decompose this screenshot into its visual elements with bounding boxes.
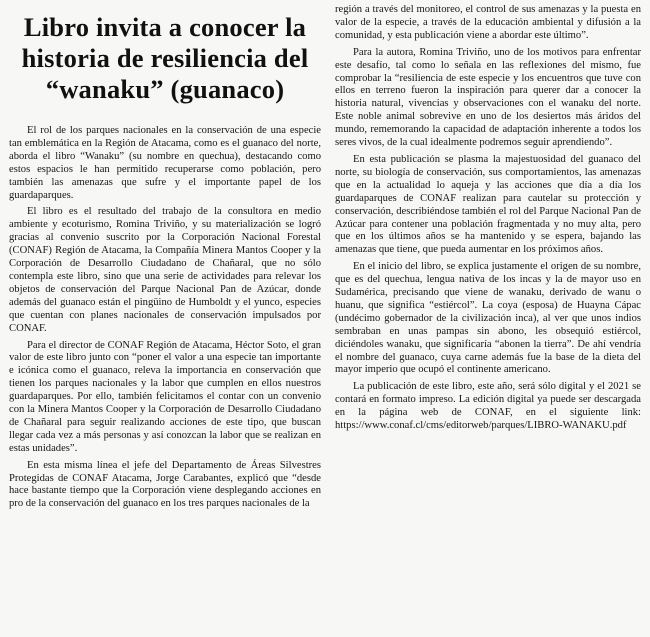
article-paragraph: Para la autora, Romina Triviño, uno de los motivos para enfrentar este desafío, tal como lo señala en las reflexiones del mismo, fue comprobar la “resiliencia de este especie y los encuentros que tuve con ellos en terreno fueron la inspiración para querer dar a conocer la historia natural, vivencias y observaciones con el wanaku del norte. Este noble animal sobrevive en uno de los desiertos más áridos del mundo, rememorando la capacidad de adaptación inherente a todos los seres vivos, de la cual idealmente podremos seguir aprendiendo”. bbox=[335, 46, 641, 149]
article-paragraph: En esta publicación se plasma la majestuosidad del guanaco del norte, su biología de conservación, sus comportamientos, las amenazas que en la actualidad lo aqueja y las acciones que día a día los guardaparques de CONAF realizan para cautelar su protección y conservación, describiéndose también el rol del Parque Nacional Pan de Azúcar para contener una población fragmentada y no muy alta, pero que en los últimos años se ha mantenido y se espera, bajando las amenazas que tiene, que pueda aumentar en los próximos años. bbox=[335, 153, 641, 256]
article-paragraph: El rol de los parques nacionales en la conservación de una especie tan emblemática en la Región de Atacama, como es el guanaco del norte, aborda el libro “Wanaku” (su nombre en quechua), destacando como estos espacios le han permitido recuperarse como población, pero también las amenazas que sufre y el importante papel de los guardaparques. bbox=[9, 125, 321, 201]
pdf-download-link[interactable]: https://www.conaf.cl/cms/editorweb/parques/LIBRO-WANAKU.pdf bbox=[335, 420, 627, 432]
article-paragraph-with-link bbox=[335, 381, 641, 433]
article-headline: Libro invita a conocer la historia de resiliencia del “wanaku” (guanaco) bbox=[21, 12, 309, 104]
article-paragraph: El libro es el resultado del trabajo de la consultora en medio ambiente y ecoturismo, Romina Triviño, y su materialización se logró gracias al convenio suscrito por la Corporación Nacional Forestal (CONAF) Región de Atacama, la Compañía Minera Mantos Cooper y la Corporación de Desarrollo Ciudadano de Chañaral, que no sólo contempla este libro, sino que una serie de actividades para relevar los objetos de conservación del Parque Nacional Pan de Azúcar, donde además del guanaco están el pingüino de Humboldt y el yunco, especies que cuentan con planes nacionales de conservación impulsados por CONAF. bbox=[9, 206, 321, 334]
article-paragraph: En esta misma línea el jefe del Departamento de Áreas Silvestres Protegidas de CONAF Atacama, Jorge Carabantes, explicó que “desde hace bastante tiempo que la Corporación viene desplegando acciones en pro de la conservación del guanaco en los tres parques nacionales de la bbox=[9, 459, 321, 510]
article-paragraph-text: La publicación de este libro, este año, será sólo digital y el 2021 se contará en formato impreso. La edición digital ya puede ser descargada en la página web de CONAF, en el siguiente link: bbox=[335, 381, 641, 419]
right-column bbox=[335, 4, 641, 437]
article-paragraph: Para el director de CONAF Región de Atacama, Héctor Soto, el gran valor de este libro junto con “poner el valor a una especie tan importante e icónica como el guanaco, releva la importancia en conservación que tienen los parques nacionales y la labor que cumplen en ellos nuestros guardaparques. Por ello, también felicitamos el contar con un convenio con la Minera Mantos Cooper y la Corporación de Desarrollo Ciudadano de Chañaral para seguir realizando acciones de este tipo, que buscan llegar cada vez a más personas y así conozcan la labor que se realizan en estas unidades”. bbox=[9, 339, 321, 454]
article-paragraph: En el inicio del libro, se explica justamente el origen de su nombre, que es del quechua, lengua nativa de los incas y la de mayor uso en Sudamérica, precisando que viene de wanaku, derivado de wanu o huanu, que significa “estiércol”. La coya (esposa) de Huayna Cápac (undécimo gobernador de la civilización inca), al ver que unos indios sembraban en unas pampas sin abono, les obsequió estiércol, diciéndoles wanaku, que significaría “abonen la tierra”. De ahí vendría el nombre del guanaco, cuya carne además fue la base de la dieta del mayor imperio que ocupó el continente americano. bbox=[335, 261, 641, 376]
article-paragraph-continuation: región a través del monitoreo, el control de sus amenazas y la puesta en valor de la especie, a través de la educación ambiental y difusión a la comunidad, y esta publicación viene a abordar este último”. bbox=[335, 4, 641, 41]
left-column bbox=[9, 0, 321, 515]
